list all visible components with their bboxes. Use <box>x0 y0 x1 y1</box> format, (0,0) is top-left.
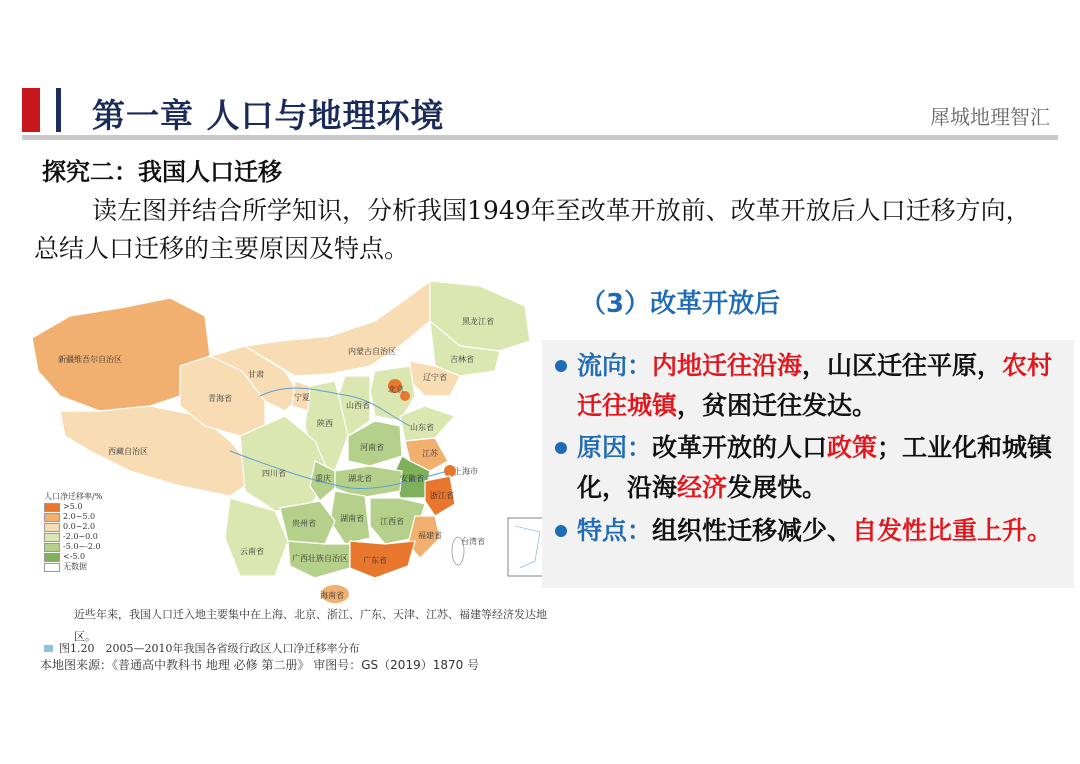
legend-row <box>44 542 102 552</box>
label-beijing: 北京 <box>388 385 404 394</box>
bullet-highlight: 内地迁往沿海 <box>652 351 803 380</box>
bullet-text <box>577 346 1060 426</box>
legend-title: 人口净迁移率/% <box>44 492 103 501</box>
bullet-feature <box>555 511 1060 551</box>
bullet-direction <box>555 346 1060 426</box>
label-hunan: 湖南省 <box>340 514 364 523</box>
legend-row <box>44 562 102 572</box>
bullet-highlight: 经济 <box>677 473 728 502</box>
bullet-plain: ；工业化和城镇化，沿海 <box>577 433 1053 502</box>
label-guangdong: 广东省 <box>363 556 387 565</box>
bullet-dot-icon <box>555 360 567 372</box>
label-chongqing: 重庆 <box>315 474 331 483</box>
label-shaanxi: 陕西 <box>317 419 333 428</box>
label-shanghai: 上海市 <box>454 467 478 476</box>
label-tibet: 西藏自治区 <box>108 447 148 456</box>
legend-swatch <box>44 543 60 552</box>
bullet-text <box>577 428 1060 508</box>
legend-label: >5.0 <box>63 502 83 511</box>
bullet-dot-icon <box>555 525 567 537</box>
brand-label: 犀城地理智汇 <box>930 105 1050 129</box>
legend-label: 2.0~5.0 <box>63 512 96 521</box>
map-caption: 近些年来，我国人口迁入地主要集中在上海、北京、浙江、广东、天津、江苏、福建等经济发达地区。 <box>74 608 547 643</box>
bullet-highlight: 农村迁往城镇 <box>577 351 1053 420</box>
label-guizhou: 贵州省 <box>292 519 316 528</box>
china-migration-map <box>30 276 550 606</box>
bullet-label: 特点： <box>577 516 653 545</box>
label-qinghai: 青海省 <box>208 394 232 403</box>
bullet-plain: ，山区迁往平原， <box>802 351 1003 380</box>
panel-subhead: （3）改革开放后 <box>580 289 781 319</box>
legend-swatch <box>44 513 60 522</box>
bullet-plain: ，贫困迁往发达。 <box>677 391 878 420</box>
header-red-bar <box>22 88 40 132</box>
map-source: 本地图来源：《普通高中教科书 地理 必修 第二册》 审图号：GS（2019）1870 号 <box>40 658 480 672</box>
label-taiwan: 台湾省 <box>461 537 485 546</box>
label-heilongjiang: 黑龙江省 <box>462 317 494 326</box>
header-divider <box>22 135 1058 140</box>
label-anhui: 安徽省 <box>400 474 424 483</box>
legend-label: -2.0~0.0 <box>63 532 98 541</box>
label-shandong: 山东省 <box>410 423 434 432</box>
label-inner-mongolia: 内蒙古自治区 <box>348 347 396 356</box>
legend-label: 无数据 <box>63 562 87 571</box>
intro-paragraph: 读左图并结合所学知识，分析我国1949年至改革开放前、改革开放后人口迁移方向，总结人口迁移的主要原因及特点。 <box>34 196 1031 263</box>
bullet-plain: 组织性迁移减少、 <box>652 516 853 545</box>
label-sichuan: 四川省 <box>262 469 286 478</box>
bullet-plain: 发展快。 <box>727 473 828 502</box>
label-zhejiang: 浙江省 <box>430 491 454 500</box>
legend-swatch <box>44 563 60 572</box>
bullet-dot-icon <box>555 442 567 454</box>
legend-row <box>44 532 102 542</box>
legend-row <box>44 502 102 512</box>
label-shanxi: 山西省 <box>346 401 370 410</box>
label-yunnan: 云南省 <box>240 547 264 556</box>
label-fujian: 福建省 <box>418 531 442 540</box>
legend-swatch <box>44 533 60 542</box>
bullet-label: 原因： <box>577 433 653 462</box>
label-hainan: 海南省 <box>320 591 344 600</box>
legend-row <box>44 512 102 522</box>
bullet-highlight: 政策 <box>827 433 878 462</box>
label-guangxi: 广西壮族自治区 <box>292 554 348 563</box>
bullet-plain: 改革开放的人口 <box>652 433 828 462</box>
map-legend <box>44 492 102 572</box>
legend-row <box>44 552 102 562</box>
label-liaoning: 辽宁省 <box>423 373 447 382</box>
label-xinjiang: 新疆维吾尔自治区 <box>58 355 122 364</box>
label-jiangxi: 江西省 <box>380 517 404 526</box>
label-ningxia: 宁夏 <box>294 393 310 402</box>
label-henan: 河南省 <box>360 443 384 452</box>
page-title: 第一章 人口与地理环境 <box>92 96 445 135</box>
legend-swatch <box>44 503 60 512</box>
label-jiangsu: 江苏 <box>422 449 438 458</box>
legend-label: 0.0~2.0 <box>63 522 96 531</box>
legend-row <box>44 522 102 532</box>
legend-swatch <box>44 523 60 532</box>
caption-marker-icon <box>44 645 53 652</box>
bullet-text <box>577 511 1060 551</box>
bullet-highlight: 自发性比重上升。 <box>852 516 1053 545</box>
figure-caption <box>44 640 359 656</box>
label-hubei: 湖北省 <box>348 474 372 483</box>
label-jilin: 吉林省 <box>450 355 474 364</box>
header-navy-bar <box>56 88 61 132</box>
legend-label: <-5.0 <box>63 552 86 561</box>
label-gansu: 甘肃 <box>248 370 264 379</box>
legend-swatch <box>44 553 60 562</box>
legend-label: -5.0~-2.0 <box>63 542 101 551</box>
bullet-label: 流向： <box>577 351 653 380</box>
region-inner-mongolia <box>245 281 450 376</box>
bullet-reason <box>555 428 1060 508</box>
map-svg <box>30 276 550 606</box>
section-title: 探究二：我国人口迁移 <box>42 158 282 186</box>
figure-caption-text: 图1.20 2005—2010年我国各省级行政区人口净迁移率分布 <box>59 642 360 655</box>
south-china-sea-inset <box>508 518 546 576</box>
